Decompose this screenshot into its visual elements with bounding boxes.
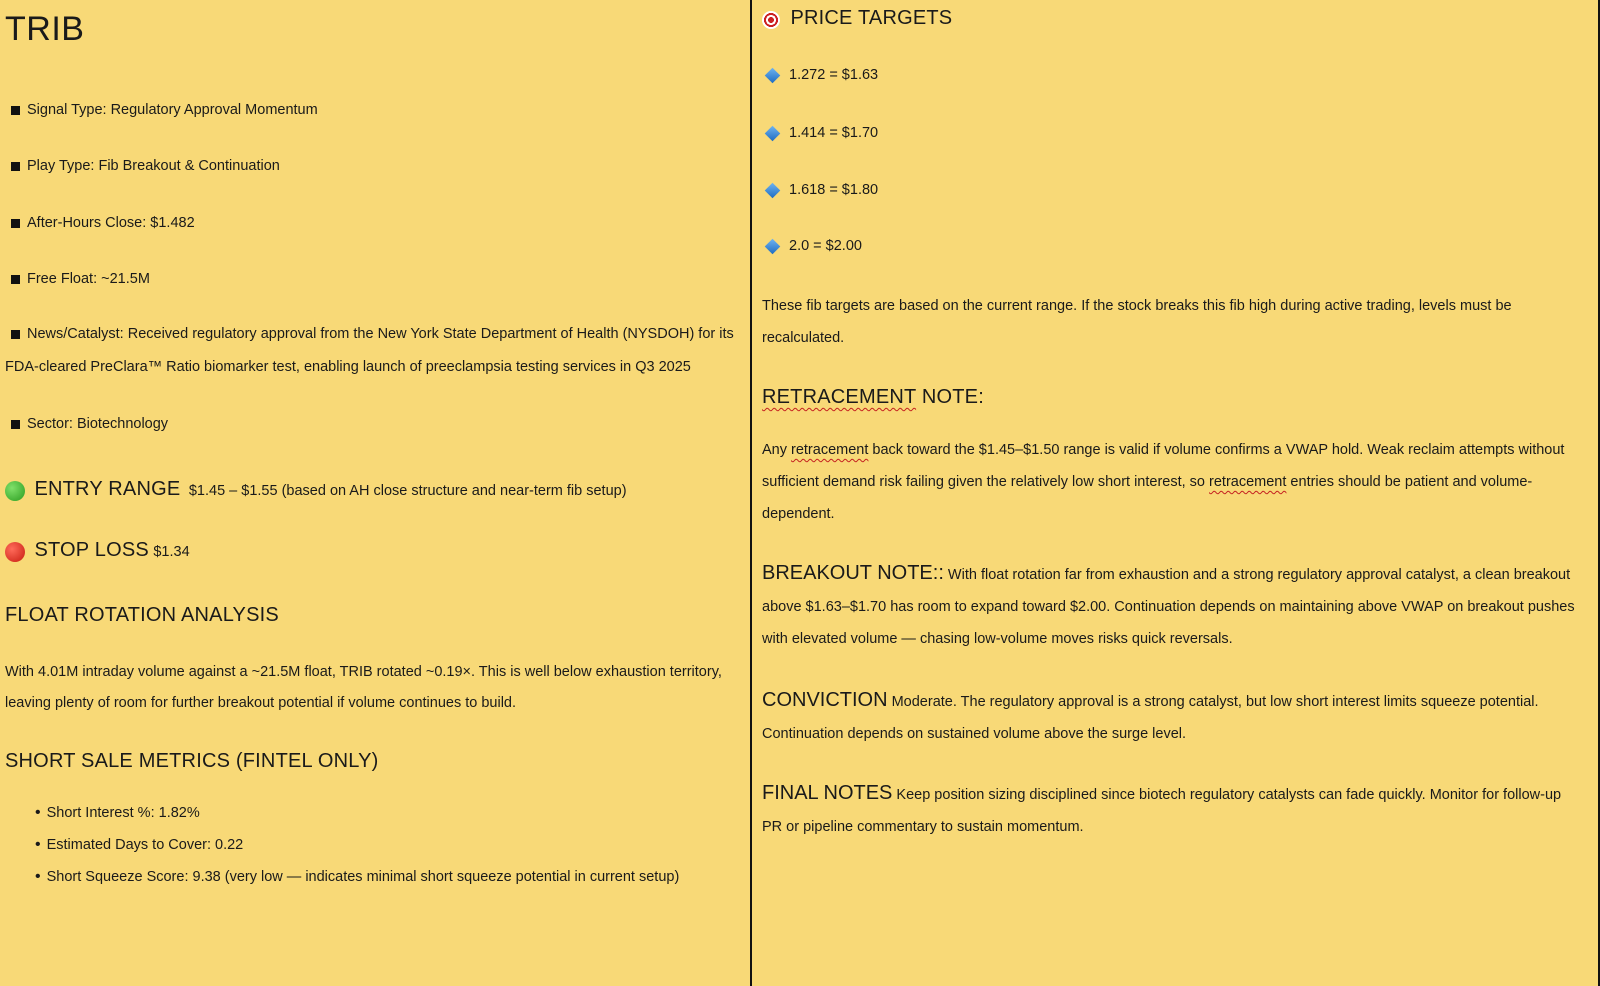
news-text-1: News/Catalyst: Received regulatory approval from the New York State Department of Health (NYSDOH) for its <box>27 326 734 342</box>
play-type-line <box>5 158 280 174</box>
target-2 <box>760 125 878 141</box>
retracement-word-2: retracement <box>1209 474 1287 490</box>
target-1 <box>760 67 878 83</box>
news-line-2 <box>5 359 691 375</box>
breakout-paragraph <box>762 557 1577 655</box>
targets-note: These fib targets are based on the current range. If the stock breaks this fib high during active trading, levels must be recalculated. <box>762 298 1512 346</box>
stop-loss <box>5 539 190 562</box>
list-item: • Short Interest %: 1.82% <box>35 797 679 829</box>
free-float-line <box>5 271 150 287</box>
final-notes-text: Keep position sizing disciplined since biotech regulatory catalysts can fade quickly. Monitor for follow-up PR or pipeline commentary to sustain momentum. <box>762 787 1562 835</box>
sector-text: Sector: Biotechnology <box>27 416 169 432</box>
stop-loss-label: STOP LOSS <box>34 539 149 561</box>
target-3-text: 1.618 = $1.80 <box>789 182 879 198</box>
left-column <box>0 0 750 986</box>
target-3 <box>760 182 878 198</box>
conviction-heading: CONVICTION <box>762 689 888 711</box>
target-4 <box>760 238 862 254</box>
square-bullet-icon <box>11 106 20 115</box>
retracement-heading <box>762 386 984 409</box>
sector-line <box>5 416 168 432</box>
list-item: • Short Squeeze Score: 9.38 (very low — indicates minimal short squeeze potential in current setup) <box>35 861 679 893</box>
entry-range-label: ENTRY RANGE <box>34 478 181 500</box>
entry-range <box>5 478 627 501</box>
blue-diamond-icon <box>765 125 781 141</box>
retracement-heading-rest: NOTE: <box>916 386 984 408</box>
blue-diamond-icon <box>765 238 781 254</box>
short-sale-heading: SHORT SALE METRICS (FINTEL ONLY) <box>5 750 379 772</box>
list-item: • Estimated Days to Cover: 0.22 <box>35 829 679 861</box>
square-bullet-icon <box>11 275 20 284</box>
square-bullet-icon <box>11 162 20 171</box>
conviction-text: Moderate. The regulatory approval is a strong catalyst, but low short interest limits squeeze potential. Continuation depends on sustained volume above the surge level. <box>762 694 1539 742</box>
square-bullet-icon <box>11 330 20 339</box>
breakout-heading: BREAKOUT NOTE:: <box>762 562 944 584</box>
short-sale-list <box>35 797 679 893</box>
retracement-text-2: back toward the $1.45–$1.50 range is valid if volume confirms a VWAP hold. Weak reclaim attempts without sufficient demand risk failing given the relatively low short interest, so <box>762 442 1565 490</box>
retracement-paragraph <box>762 434 1577 530</box>
target-1-text: 1.272 = $1.63 <box>789 67 879 83</box>
float-rotation-heading: FLOAT ROTATION ANALYSIS <box>5 604 279 626</box>
retracement-text-1: Any <box>762 442 792 458</box>
final-notes-heading: FINAL NOTES <box>762 782 893 804</box>
news-text-2: FDA-cleared PreClara™ Ratio biomarker test, enabling launch of preeclampsia testing services in Q3 2025 <box>5 359 691 375</box>
retracement-text-3: entries should be patient and volume-dependent. <box>762 474 1533 522</box>
conviction-paragraph <box>762 684 1577 750</box>
red-circle-icon <box>5 542 25 562</box>
square-bullet-icon <box>11 219 20 228</box>
target-icon <box>762 11 780 29</box>
price-targets-heading-text: PRICE TARGETS <box>790 7 953 29</box>
target-2-text: 1.414 = $1.70 <box>789 125 879 141</box>
target-4-text: 2.0 = $2.00 <box>789 238 862 254</box>
entry-range-value: $1.45 – $1.55 (based on AH close structure and near-term fib setup) <box>188 483 627 499</box>
float-rotation-line-2: leaving plenty of room for further breakout potential if volume continues to build. <box>5 695 517 711</box>
green-circle-icon <box>5 481 25 501</box>
float-rotation-line-1: With 4.01M intraday volume against a ~21.5M float, TRIB rotated ~0.19×. This is well below exhaustion territory, <box>5 664 722 680</box>
final-notes-paragraph <box>762 777 1577 843</box>
play-type-text: Play Type: Fib Breakout & Continuation <box>27 158 280 174</box>
after-hours-line <box>5 215 195 231</box>
blue-diamond-icon <box>765 67 781 83</box>
blue-diamond-icon <box>765 182 781 198</box>
retracement-heading-word: RETRACEMENT <box>762 386 917 408</box>
stop-loss-value: $1.34 <box>153 544 190 560</box>
square-bullet-icon <box>11 420 20 429</box>
free-float-text: Free Float: ~21.5M <box>27 271 150 287</box>
ticker-title: TRIB <box>5 10 85 48</box>
price-targets-heading <box>762 7 952 30</box>
after-hours-text: After-Hours Close: $1.482 <box>27 215 195 231</box>
retracement-word-1: retracement <box>791 442 869 458</box>
breakout-text: With float rotation far from exhaustion and a strong regulatory approval catalyst, a clean breakout above $1.63–$1.70 has room to expand toward $2.00. Continuation depends on maintaining above VWAP on breakout pushes with elevated volume — chasing low-volume moves risks quick reversals. <box>762 567 1575 647</box>
right-column <box>752 0 1598 986</box>
signal-type-text: Signal Type: Regulatory Approval Momentum <box>27 102 318 118</box>
news-line-1 <box>5 326 734 342</box>
signal-type-line <box>5 102 318 118</box>
